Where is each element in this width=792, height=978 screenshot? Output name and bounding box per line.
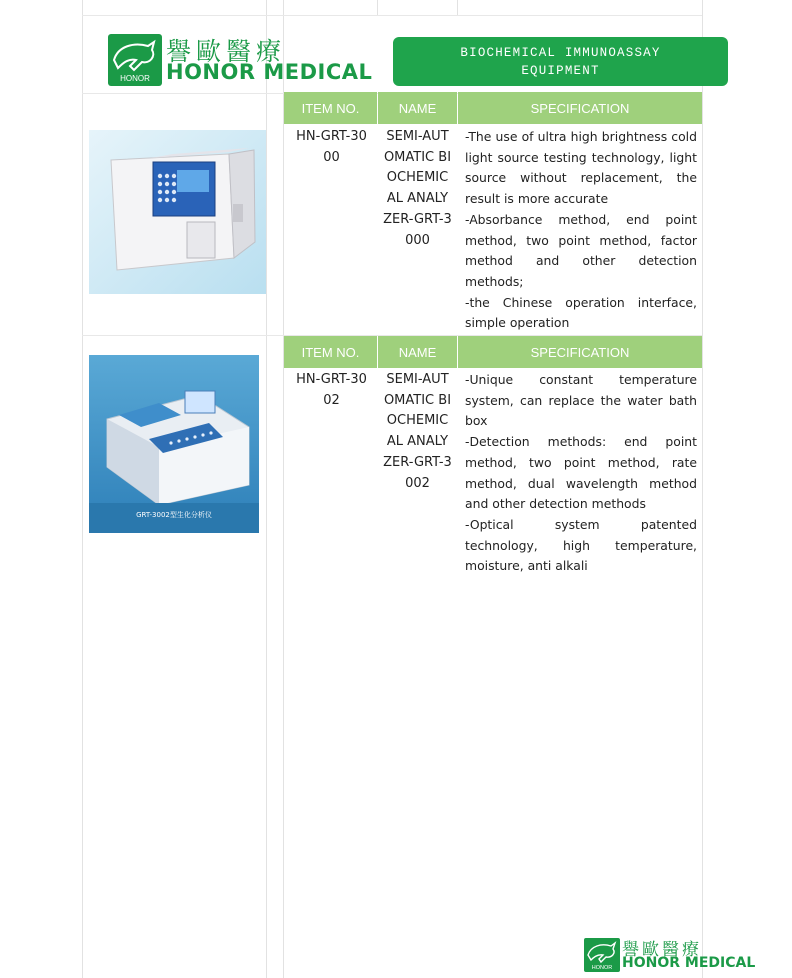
specification-list (465, 370, 697, 577)
item-number-text: HN-GRT-3000 (296, 129, 367, 165)
product-name (379, 370, 456, 494)
column-header-item-no: ITEM NO. (284, 92, 377, 124)
grid-line (82, 0, 83, 978)
footer-logo-chinese-text: 譽歐醫療 (622, 940, 702, 960)
svg-text:HONOR: HONOR (591, 965, 613, 971)
grid-line (266, 0, 267, 978)
svg-text:HONOR: HONOR (120, 74, 150, 83)
column-header-name: NAME (378, 336, 457, 368)
grid-line (283, 0, 284, 978)
item-number (287, 370, 376, 411)
column-header-specification: SPECIFICATION (458, 92, 702, 124)
grid-line (702, 0, 703, 978)
column-header-name: NAME (378, 92, 457, 124)
grid-line (457, 0, 458, 16)
product-name-text: SEMI-AUTOMATIC BIOCHEMICAL ANALYZER-GRT-3002 (383, 372, 452, 491)
footer-logo-mark (584, 938, 620, 972)
banner-line-1: BIOCHEMICAL IMMUNOASSAY (460, 45, 661, 60)
grid-line (377, 0, 378, 16)
item-number (287, 127, 376, 168)
specification-list (465, 127, 697, 334)
column-header-specification: SPECIFICATION (458, 336, 702, 368)
logo-chinese-text: 譽歐醫療 (166, 37, 287, 66)
spec-line: -Unique constant temperature system, can replace the water bath box (465, 372, 697, 429)
product-name (379, 127, 456, 251)
spec-line: -The use of ultra high brightness cold light source testing technology, light source without replacement, the result is more accurate (465, 129, 697, 207)
logo-mark (108, 34, 162, 86)
spec-line: -Absorbance method, end point method, two point method, factor method and other detection methods; (465, 211, 697, 289)
banner-line-2: EQUIPMENT (521, 63, 600, 78)
item-number-text: HN-GRT-3002 (296, 372, 367, 408)
product-image-grt-3002 (89, 355, 259, 533)
product-image-grt-3000 (89, 130, 266, 294)
spec-line: -Optical system patented technology, high temperature, moisture, anti alkali (465, 516, 697, 574)
image-caption: GRT-3002型生化分析仪 (136, 511, 212, 519)
spec-line: -the Chinese operation interface, simple operation (465, 294, 697, 331)
logo-english-text: HONOR MEDICAL (166, 60, 373, 84)
product-name-text: SEMI-AUTOMATIC BIOCHEMICAL ANALYZER-GRT-3000 (383, 129, 452, 248)
column-header-item-no: ITEM NO. (284, 336, 377, 368)
footer-logo-english-text: HONOR MEDICAL (622, 955, 756, 971)
grid-line (82, 15, 702, 16)
spec-line: -Detection methods: end point method, two point method, rate method, dual wavelength method and other detection methods (465, 434, 697, 512)
category-banner (393, 37, 728, 86)
